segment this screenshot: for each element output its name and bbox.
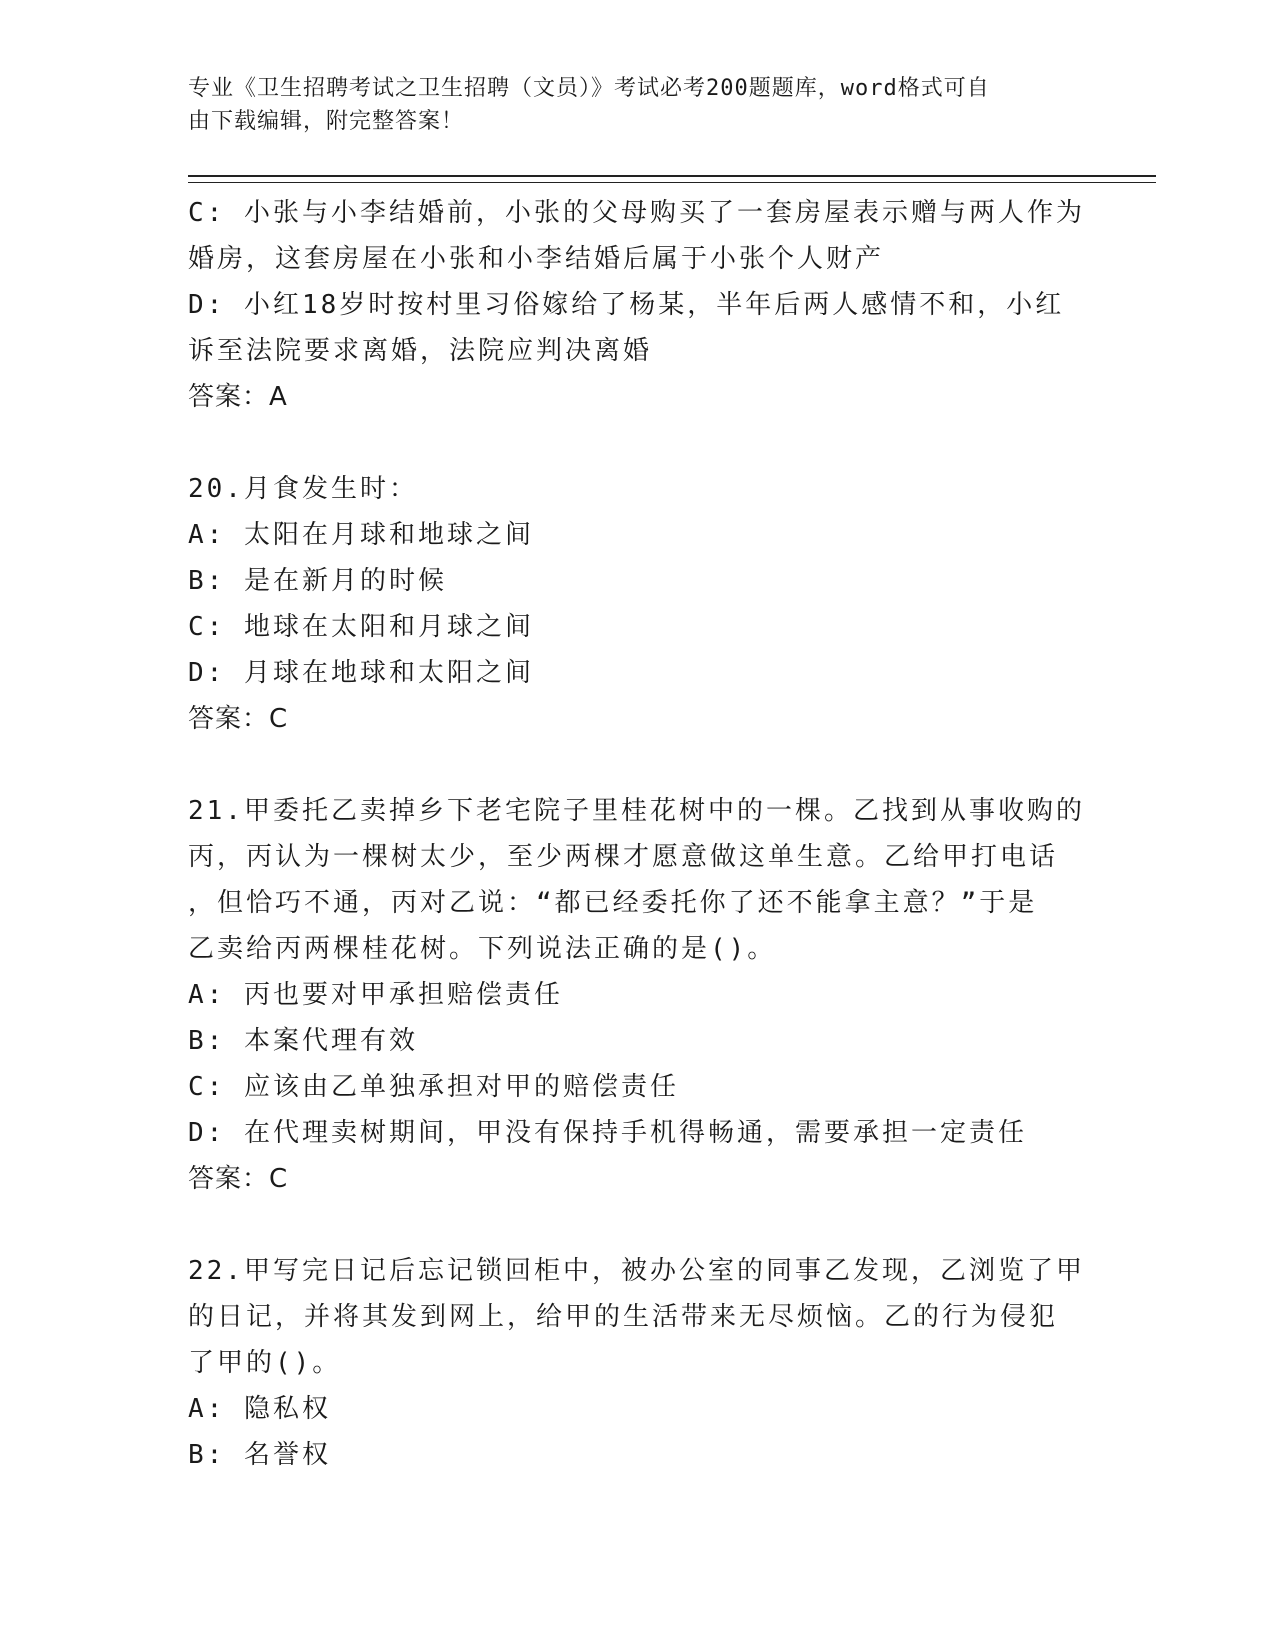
- q21-question-line-4: 乙卖给丙两棵桂花树。下列说法正确的是()。: [188, 934, 777, 964]
- q20-answer: 答案：C: [188, 704, 289, 734]
- q20-option-d: D: 月球在地球和太阳之间: [188, 658, 534, 688]
- question-19-continuation: [188, 190, 1088, 420]
- q22-question-line-1: 22.甲写完日记后忘记锁回柜中，被办公室的同事乙发现，乙浏览了甲: [188, 1256, 1085, 1286]
- q20-question: 20.月食发生时：: [188, 474, 418, 504]
- header-line-1: 专业《卫生招聘考试之卫生招聘（文员）》考试必考200题题库，word格式可自: [188, 76, 990, 101]
- q19-option-c-line-1: C: 小张与小李结婚前，小张的父母购买了一套房屋表示赠与两人作为: [188, 198, 1085, 228]
- q20-option-a: A: 太阳在月球和地球之间: [188, 520, 534, 550]
- q21-option-a: A: 丙也要对甲承担赔偿责任: [188, 980, 563, 1010]
- q22-question-line-3: 了甲的()。: [188, 1348, 342, 1378]
- header-line-2: 由下载编辑，附完整答案！: [188, 109, 465, 134]
- q22-question-line-2: 的日记，并将其发到网上，给甲的生活带来无尽烦恼。乙的行为侵犯: [188, 1302, 1059, 1332]
- q19-option-d-line-1: D: 小红18岁时按村里习俗嫁给了杨某，半年后两人感情不和，小红: [188, 290, 1065, 320]
- q21-answer: 答案：C: [188, 1164, 289, 1194]
- q21-question-line-2: 丙，丙认为一棵树太少，至少两棵才愿意做这单生意。乙给甲打电话: [188, 842, 1059, 872]
- q22-option-b: B: 名誉权: [188, 1440, 331, 1470]
- question-21: [188, 788, 1088, 1202]
- q19-option-c-line-2: 婚房，这套房屋在小张和小李结婚后属于小张个人财产: [188, 244, 885, 274]
- q19-answer: 答案：A: [188, 382, 288, 412]
- q22-option-a: A: 隐私权: [188, 1394, 331, 1424]
- q20-option-c: C: 地球在太阳和月球之间: [188, 612, 534, 642]
- header-divider-thick: [188, 175, 1156, 177]
- header-divider-thin: [188, 182, 1156, 183]
- q21-option-b: B: 本案代理有效: [188, 1026, 418, 1056]
- document-header: [188, 72, 1088, 138]
- q21-question-line-3: ，但恰巧不通，丙对乙说：“都已经委托你了还不能拿主意？”于是: [188, 888, 1038, 918]
- question-22: [188, 1248, 1088, 1478]
- document-body: [188, 190, 1088, 1478]
- q19-option-d-line-2: 诉至法院要求离婚，法院应判决离婚: [188, 336, 653, 366]
- q20-option-b: B: 是在新月的时候: [188, 566, 447, 596]
- question-20: [188, 466, 1088, 742]
- q21-option-d: D: 在代理卖树期间，甲没有保持手机得畅通，需要承担一定责任: [188, 1118, 1027, 1148]
- q21-option-c: C: 应该由乙单独承担对甲的赔偿责任: [188, 1072, 679, 1102]
- q21-question-line-1: 21.甲委托乙卖掉乡下老宅院子里桂花树中的一棵。乙找到从事收购的: [188, 796, 1085, 826]
